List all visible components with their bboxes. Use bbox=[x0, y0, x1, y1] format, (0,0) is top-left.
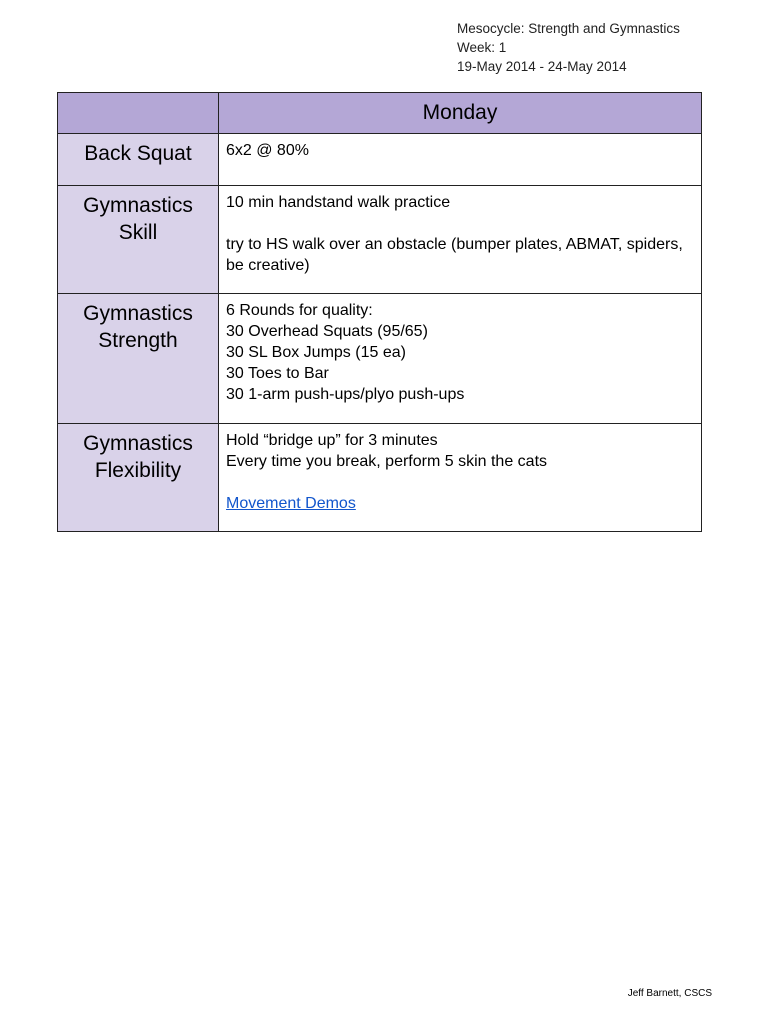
footer-author: Jeff Barnett, CSCS bbox=[627, 988, 712, 999]
movement-demos-link[interactable]: Movement Demos bbox=[226, 495, 356, 512]
content-spacer bbox=[226, 213, 694, 234]
row-label-text: Flexibility bbox=[94, 459, 182, 482]
workout-table bbox=[57, 92, 702, 532]
content-line: 30 Overhead Squats (95/65) bbox=[226, 323, 428, 340]
row-label bbox=[58, 186, 219, 294]
row-content bbox=[219, 424, 702, 532]
row-label-text: Back Squat bbox=[84, 142, 192, 165]
table-header-row bbox=[58, 93, 702, 134]
table-row bbox=[58, 186, 702, 294]
content-line: 10 min handstand walk practice bbox=[226, 194, 451, 211]
mesocycle-text: Mesocycle: Strength and Gymnastics bbox=[457, 21, 680, 36]
row-label-text: Strength bbox=[98, 329, 178, 352]
row-content bbox=[219, 294, 702, 424]
table-row bbox=[58, 294, 702, 424]
row-label bbox=[58, 134, 219, 186]
row-label bbox=[58, 294, 219, 424]
row-label-text: Gymnastics bbox=[83, 194, 193, 217]
table-row bbox=[58, 424, 702, 532]
row-content bbox=[219, 134, 702, 186]
day-header: Monday bbox=[219, 93, 702, 134]
table-row bbox=[58, 134, 702, 186]
row-label bbox=[58, 424, 219, 532]
document-header bbox=[457, 19, 680, 76]
header-blank-cell bbox=[58, 93, 219, 134]
row-label-text: Gymnastics bbox=[83, 302, 193, 325]
date-range-text: 19-May 2014 - 24-May 2014 bbox=[457, 59, 627, 74]
content-line: try to HS walk over an obstacle (bumper plates, ABMAT, spiders, be creative) bbox=[226, 236, 683, 274]
row-label-text: Gymnastics bbox=[83, 432, 193, 455]
row-content bbox=[219, 186, 702, 294]
content-line: Every time you break, perform 5 skin the cats bbox=[226, 453, 548, 470]
content-line: 30 Toes to Bar bbox=[226, 365, 329, 382]
content-line: Hold “bridge up” for 3 minutes bbox=[226, 432, 438, 449]
week-text: Week: 1 bbox=[457, 40, 507, 55]
content-line: 30 SL Box Jumps (15 ea) bbox=[226, 344, 406, 361]
row-label-text: Skill bbox=[118, 221, 158, 244]
content-line: 6x2 @ 80% bbox=[226, 142, 309, 159]
content-spacer bbox=[226, 472, 694, 493]
content-line: 6 Rounds for quality: bbox=[226, 302, 373, 319]
content-line: 30 1-arm push-ups/plyo push-ups bbox=[226, 386, 465, 403]
